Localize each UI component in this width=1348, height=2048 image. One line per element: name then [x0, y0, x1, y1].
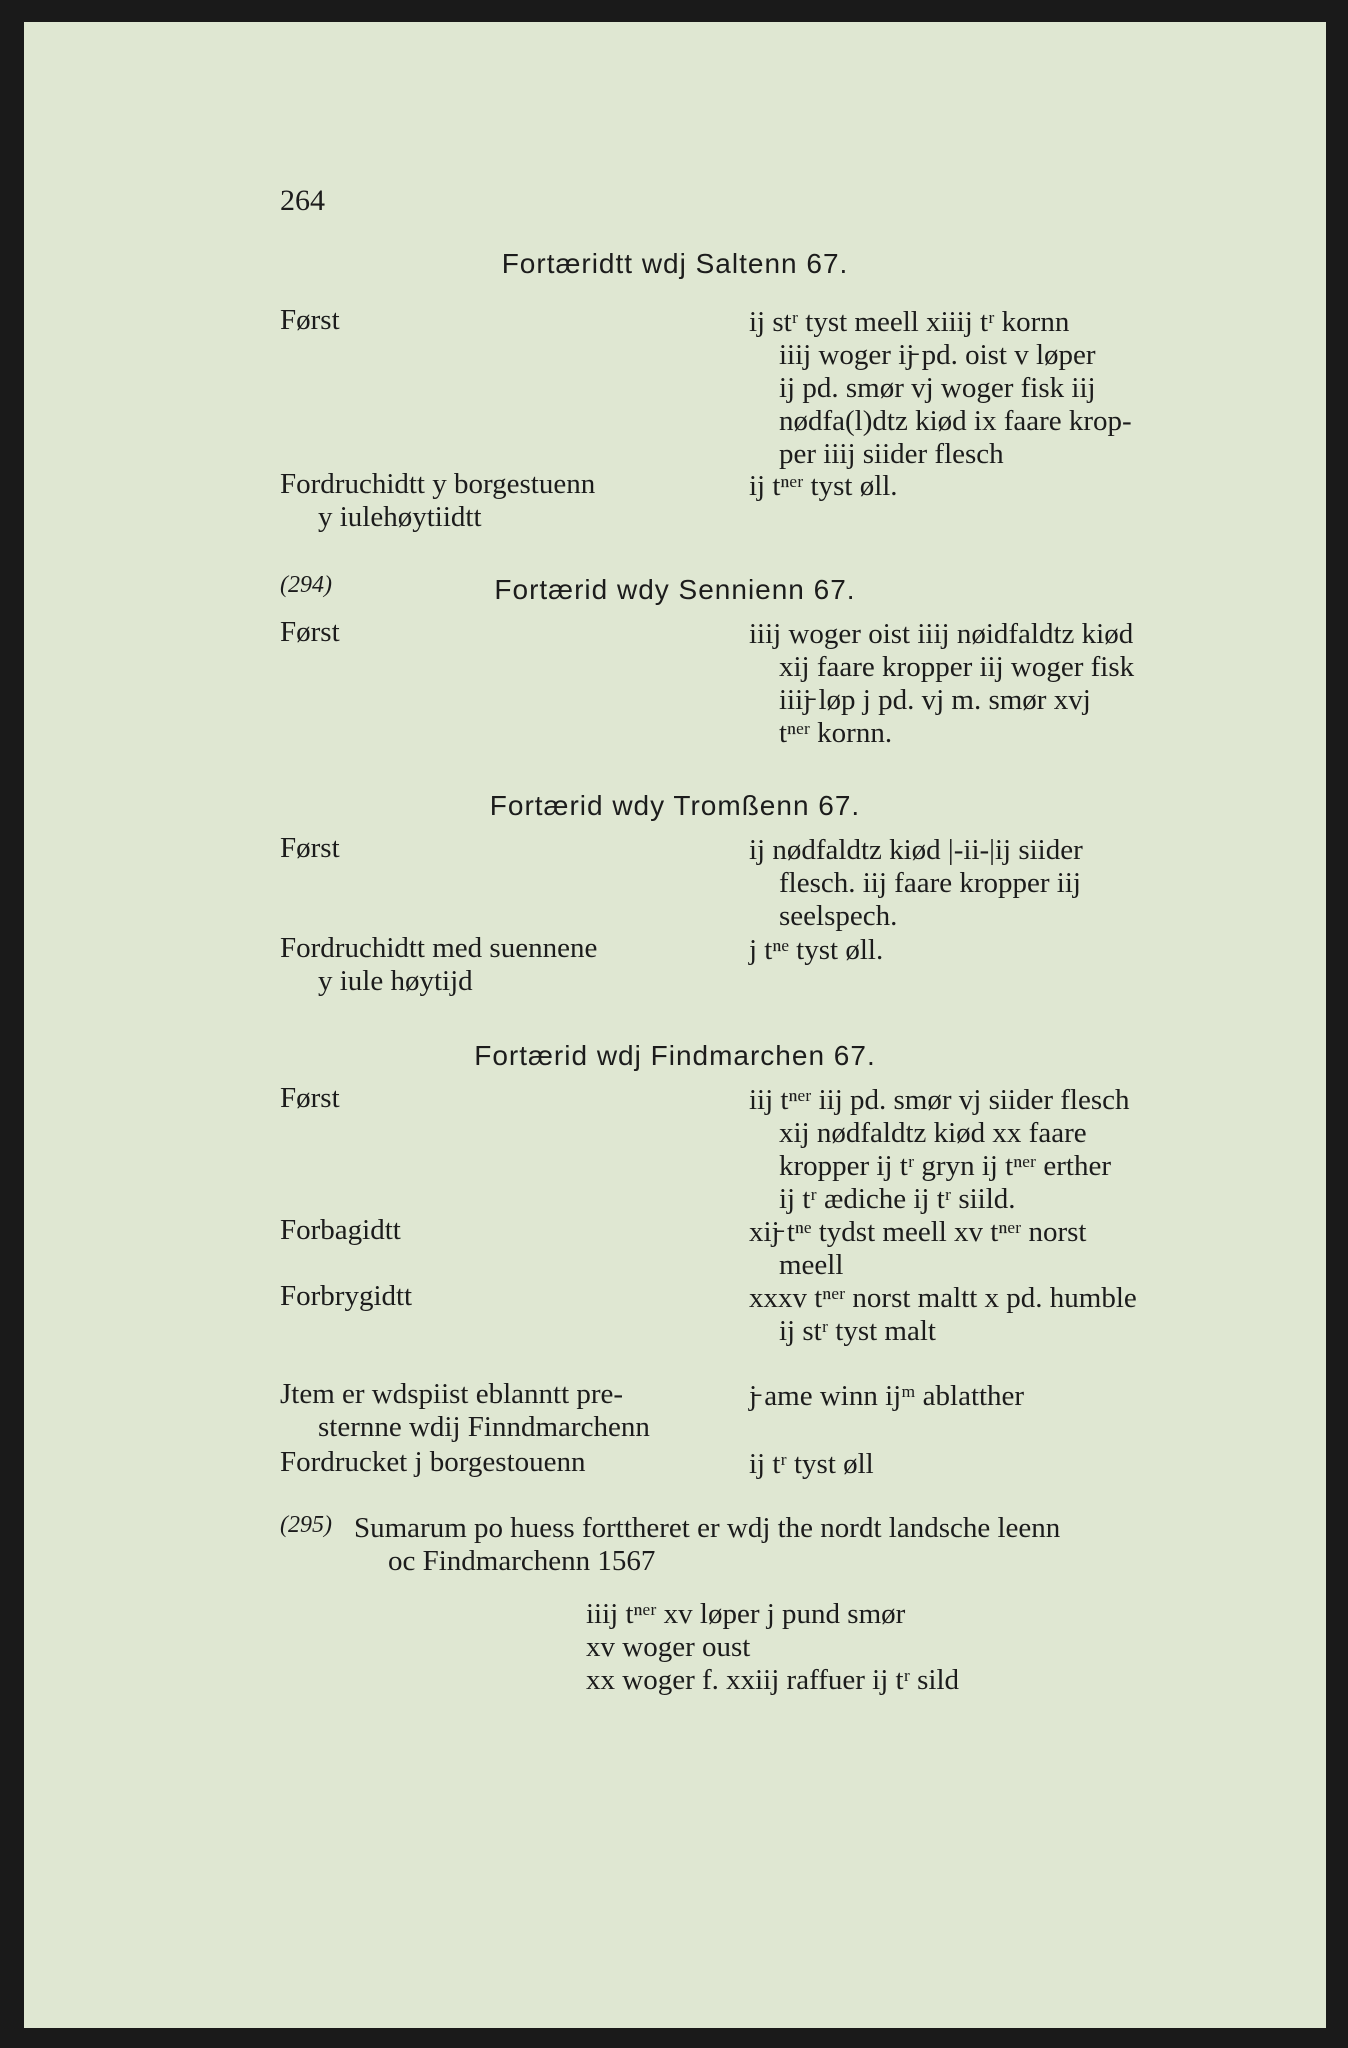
page	[24, 22, 1326, 2028]
entry-label: Forbrygidtt	[280, 1280, 413, 1312]
entry-text: iiij woger oist iiij nøidfaldtz kiød xij faare kropper iij woger fisk iiij̵ løp j pd. vj m. smør xvj tⁿᵉʳ kornn.	[749, 618, 1135, 749]
section-heading-sennienn: Fortærid wdy Sennienn 67.	[494, 574, 856, 605]
entry-text: ij tⁿᵉʳ tyst øll.	[749, 470, 898, 502]
margin-note: (295)	[280, 1512, 332, 1538]
entry-text: xij̵ tⁿᵉ tydst meell xv tⁿᵉʳ norst meell	[749, 1216, 1087, 1281]
section-heading-findmarchen: Fortærid wdj Findmarchen 67.	[474, 1040, 876, 1071]
summary-totals: iiij tⁿᵉʳ xv løper j pund smør xv woger oust xx woger f. xxiij raffuer ij tʳ sild	[586, 1598, 960, 1696]
entry-text: xxxv tⁿᵉʳ norst maltt x pd. humble ij stʳ tyst malt	[749, 1282, 1137, 1347]
entry-text: j̵ ame winn ijᵐ ablatther	[749, 1380, 1025, 1412]
entry-label: Først	[280, 832, 340, 864]
summary-text: Sumarum po huess forttheret er wdj the nordt landsche leenn oc Findmarchenn 1567	[354, 1512, 1061, 1577]
section-heading-saltenn: Fortæridtt wdj Saltenn 67.	[501, 248, 849, 279]
entry-text: ij nødfaldtz kiød |-ii-|ij siider flesch. iij faare kropper iij seelspech.	[749, 834, 1083, 932]
entry-label: Først	[280, 1082, 340, 1114]
entry-text: iij tⁿᵉʳ iij pd. smør vj siider flesch xij nødfaldtz kiød xx faare kropper ij tʳ gryn ij tⁿᵉʳ erther ij tʳ ædiche ij tʳ siild.	[749, 1084, 1130, 1215]
entry-label: Først	[280, 304, 340, 336]
entry-text: ij tʳ tyst øll	[749, 1448, 874, 1480]
margin-note: (294)	[280, 572, 332, 598]
section-heading-tromssenn: Fortærid wdy Tromßenn 67.	[489, 790, 861, 821]
entry-label: Fordruchidtt y borgestuenn y iulehøytiidtt	[280, 468, 596, 533]
entry-label: Jtem er wdspiist eblanntt pre- sternne wdij Finndmarchenn	[280, 1378, 650, 1443]
entry-text: ij stʳ tyst meell xiiij tʳ kornn iiij woger ij̵ pd. oist v løper ij pd. smør vj woger fisk iij nødfa(l)dtz kiød ix faare krop- per iiij siider flesch	[749, 306, 1132, 470]
page-number: 264	[280, 184, 325, 217]
entry-label: Fordruchidtt med suennene y iule høytijd	[280, 932, 598, 997]
entry-label: Forbagidtt	[280, 1214, 401, 1246]
entry-text: j tⁿᵉ tyst øll.	[749, 934, 884, 966]
entry-label: Fordrucket j borgestouenn	[280, 1446, 586, 1478]
entry-label: Først	[280, 616, 340, 648]
